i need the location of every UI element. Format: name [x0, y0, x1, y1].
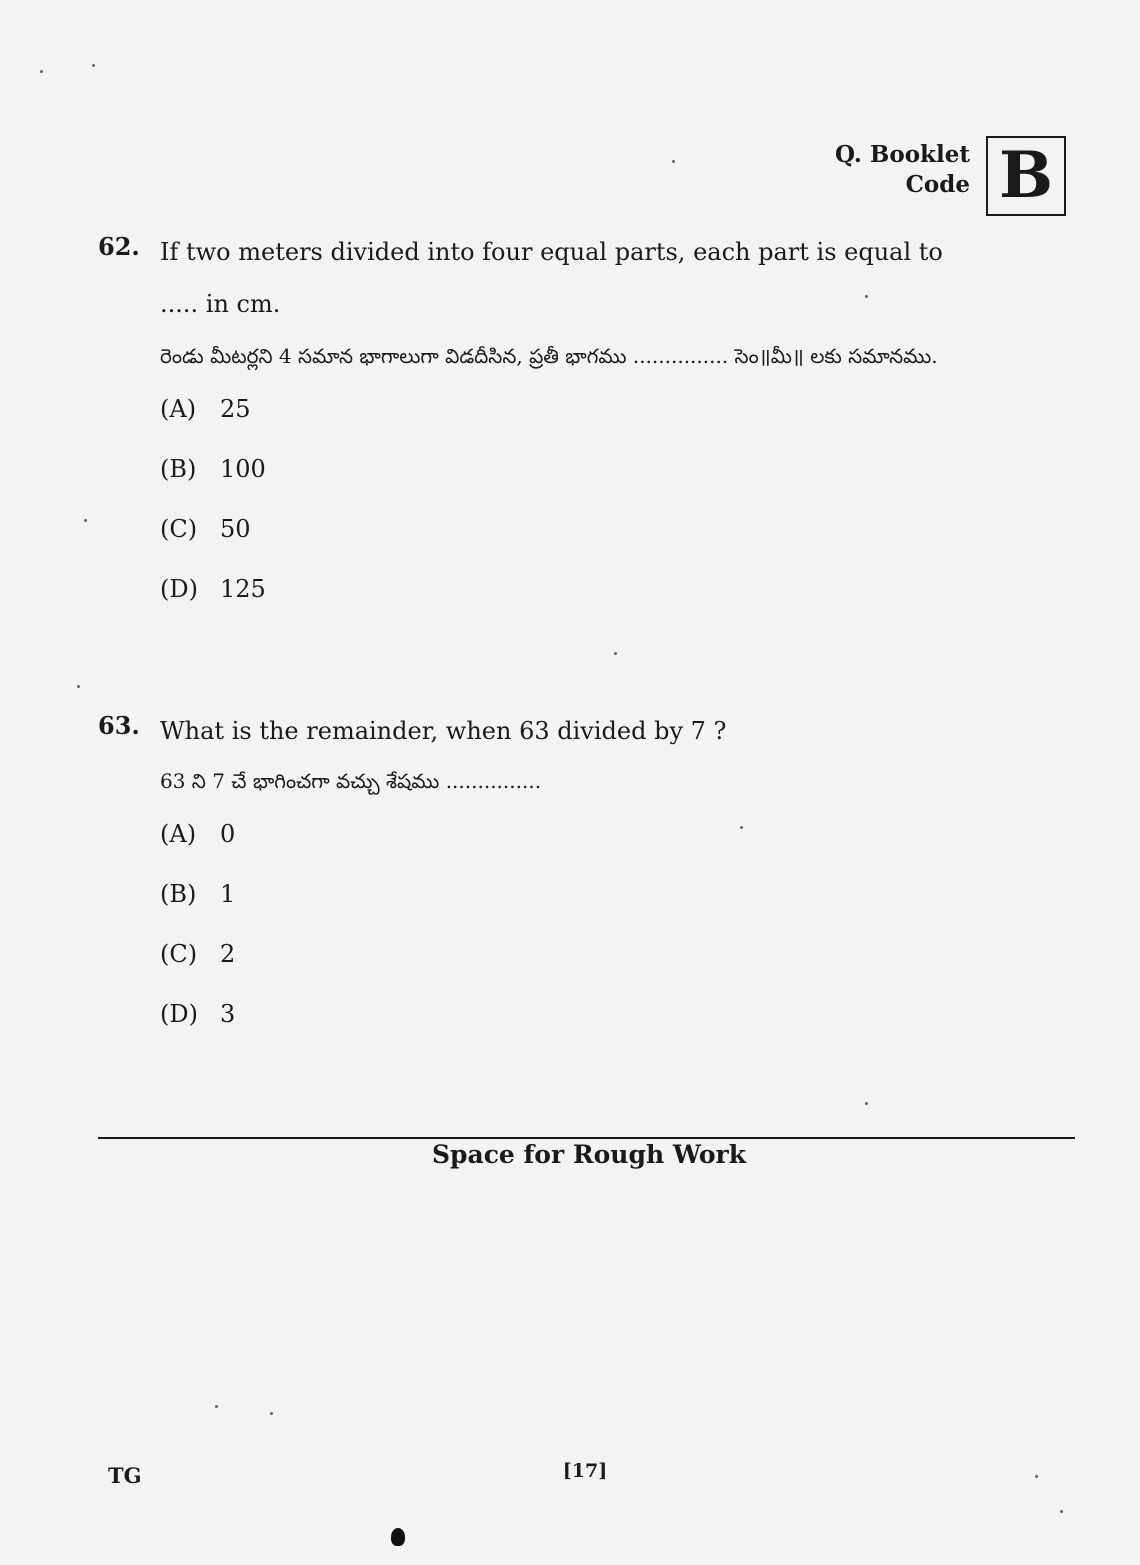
scan-speck	[865, 1102, 868, 1105]
option-value: 125	[220, 575, 266, 603]
option-value: 2	[220, 940, 236, 968]
option-label: (C)	[160, 515, 198, 543]
option-c	[160, 515, 1058, 575]
rough-work-divider	[98, 1137, 1075, 1139]
scan-speck	[40, 70, 43, 73]
scan-speck	[865, 295, 868, 298]
question-63	[98, 711, 1058, 1060]
booklet-code-label	[790, 140, 970, 200]
option-label: (A)	[160, 395, 197, 423]
option-value: 0	[220, 820, 236, 848]
scan-speck	[77, 685, 80, 688]
option-label: (D)	[160, 575, 198, 603]
scan-speck	[270, 1412, 273, 1415]
question-text-telugu: 63 ని 7 చే భాగించగా వచ్చు శేషము ...............	[160, 769, 542, 793]
option-value: 3	[220, 1000, 236, 1028]
answer-options	[160, 395, 1058, 635]
booklet-label-line2: Code	[905, 171, 970, 198]
option-a	[160, 395, 1058, 455]
scan-speck	[614, 652, 617, 655]
option-value: 100	[220, 455, 266, 483]
scan-speck	[215, 1405, 218, 1408]
option-label: (C)	[160, 940, 198, 968]
option-label: (A)	[160, 820, 197, 848]
option-value: 50	[220, 515, 251, 543]
option-value: 25	[220, 395, 251, 423]
question-text-english: What is the remainder, when 63 divided by 7 ?	[160, 717, 727, 745]
scan-speck	[740, 826, 743, 829]
option-c	[160, 940, 1058, 1000]
footer-code: TG	[108, 1463, 142, 1488]
option-a	[160, 820, 1058, 880]
option-label: (D)	[160, 1000, 198, 1028]
option-d	[160, 575, 1058, 635]
scan-speck	[92, 64, 95, 67]
option-label: (B)	[160, 880, 197, 908]
scan-speck	[1060, 1510, 1063, 1513]
page-number: [17]	[562, 1460, 608, 1482]
option-label: (B)	[160, 455, 197, 483]
rough-work-heading: Space for Rough Work	[431, 1140, 747, 1169]
ink-blot	[391, 1528, 405, 1546]
question-62	[98, 232, 1058, 635]
question-text-telugu: రెండు మీటర్లని 4 సమాన భాగాలుగా విడదీసిన, ప్రతీ భాగము ............... సెం॥మీ॥ లకు సమానము.	[160, 344, 938, 368]
booklet-code-box: B	[986, 136, 1066, 216]
question-number: 63.	[98, 711, 140, 740]
scan-speck	[672, 160, 675, 163]
booklet-label-line1: Q. Booklet	[835, 141, 970, 168]
question-text-english: If two meters divided into four equal parts, each part is equal to ..... in cm.	[160, 238, 943, 318]
question-number: 62.	[98, 232, 140, 261]
scan-speck	[84, 519, 87, 522]
option-d	[160, 1000, 1058, 1060]
option-value: 1	[220, 880, 236, 908]
option-b	[160, 880, 1058, 940]
option-b	[160, 455, 1058, 515]
scan-speck	[1035, 1475, 1038, 1478]
answer-options	[160, 820, 1058, 1060]
